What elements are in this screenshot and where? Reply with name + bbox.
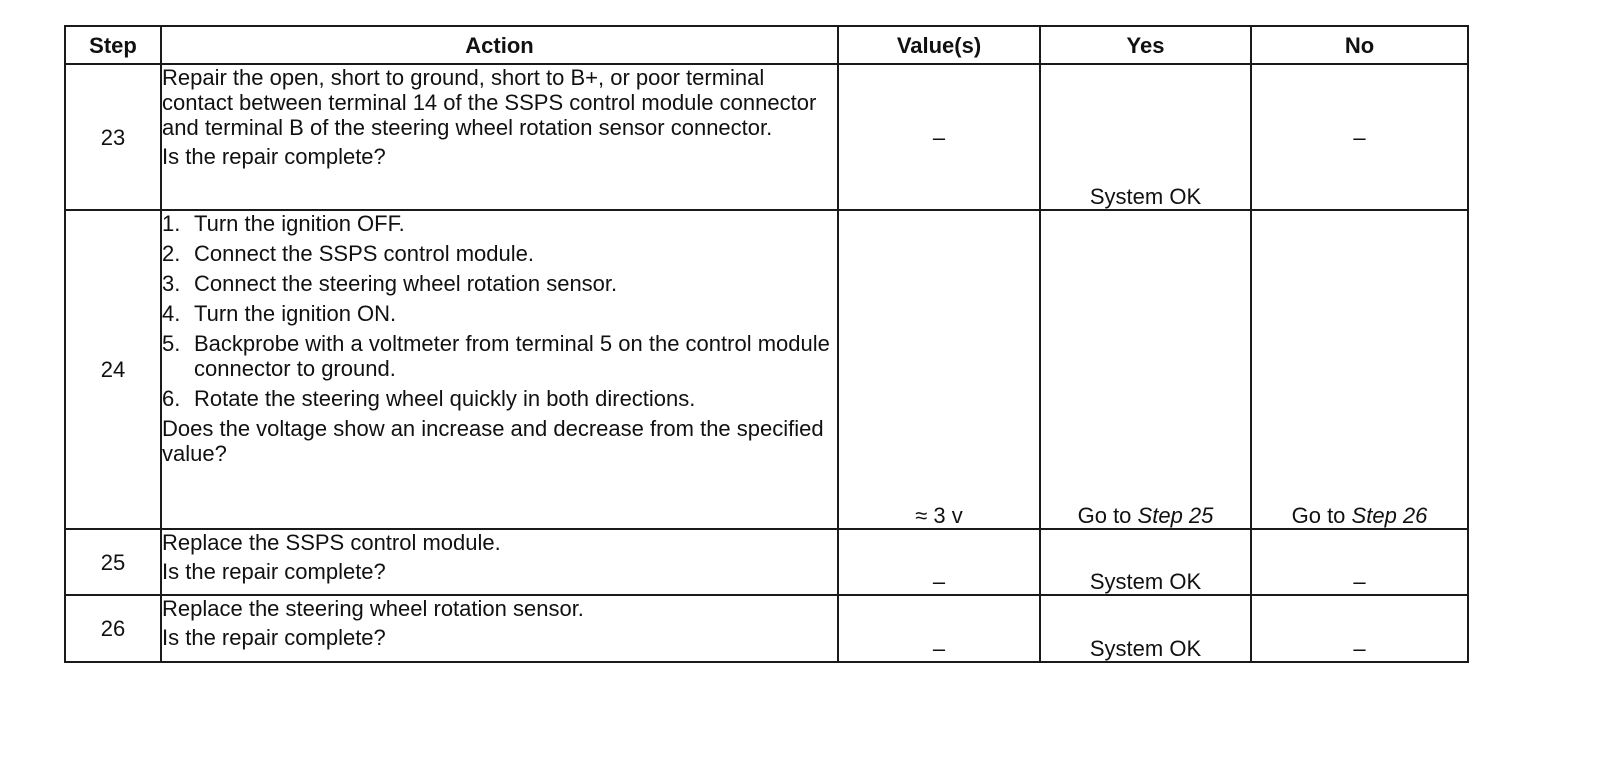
yes-cell: System OK [1040,64,1251,210]
value-cell: – [838,595,1040,662]
action-step-list [162,211,837,411]
action-text: Replace the steering wheel rotation sensor. [162,596,584,621]
header-row [65,26,1468,64]
step-reference: Step 25 [1137,503,1214,528]
action-question: Is the repair complete? [162,625,386,650]
yes-cell: System OK [1040,529,1251,595]
list-item-text: Connect the steering wheel rotation sensor. [194,271,618,296]
table-row [65,595,1468,662]
list-item-text: Backprobe with a voltmeter from terminal 5 on the control module connector to ground. [194,331,830,381]
action-text: Repair the open, short to ground, short to B+, or poor terminal contact between terminal 14 of the SSPS control module connector and terminal B of the steering wheel rotation sensor connector. [162,65,817,140]
table-row [65,64,1468,210]
list-item-number: 5. [162,331,181,356]
list-item-number: 3. [162,271,181,296]
list-item-text: Rotate the steering wheel quickly in both directions. [194,386,696,411]
header-yes: Yes [1040,26,1251,64]
list-item-text: Turn the ignition ON. [194,301,397,326]
action-text: Replace the SSPS control module. [162,530,501,555]
header-values: Value(s) [838,26,1040,64]
action-question: Is the repair complete? [162,144,386,169]
action-cell [161,210,838,529]
no-cell: – [1251,64,1468,210]
list-item-number: 6. [162,386,181,411]
list-item [162,301,837,326]
step-number: 23 [65,64,161,210]
action-question: Does the voltage show an increase and decrease from the specified value? [162,416,824,466]
table-row [65,210,1468,529]
no-cell: – [1251,595,1468,662]
list-item [162,241,837,266]
list-item [162,211,837,236]
list-item-number: 1. [162,211,181,236]
list-item-number: 2. [162,241,181,266]
list-item [162,271,837,296]
action-cell [161,529,838,595]
goto-prefix: Go to [1077,503,1132,528]
header-action: Action [161,26,838,64]
list-item-number: 4. [162,301,181,326]
step-number: 25 [65,529,161,595]
step-number: 24 [65,210,161,529]
list-item [162,331,837,381]
list-item-text: Connect the SSPS control module. [194,241,534,266]
value-cell: – [838,529,1040,595]
header-step: Step [65,26,161,64]
list-item [162,386,837,411]
no-cell [1251,210,1468,529]
step-reference: Step 26 [1351,503,1428,528]
action-cell [161,64,838,210]
value-cell: ≈ 3 v [838,210,1040,529]
table-row [65,529,1468,595]
list-item-text: Turn the ignition OFF. [194,211,405,236]
header-no: No [1251,26,1468,64]
yes-cell: System OK [1040,595,1251,662]
action-question: Is the repair complete? [162,559,386,584]
value-cell: – [838,64,1040,210]
diagnostic-table [64,25,1469,663]
no-cell: – [1251,529,1468,595]
step-number: 26 [65,595,161,662]
yes-cell [1040,210,1251,529]
goto-prefix: Go to [1291,503,1346,528]
action-cell [161,595,838,662]
